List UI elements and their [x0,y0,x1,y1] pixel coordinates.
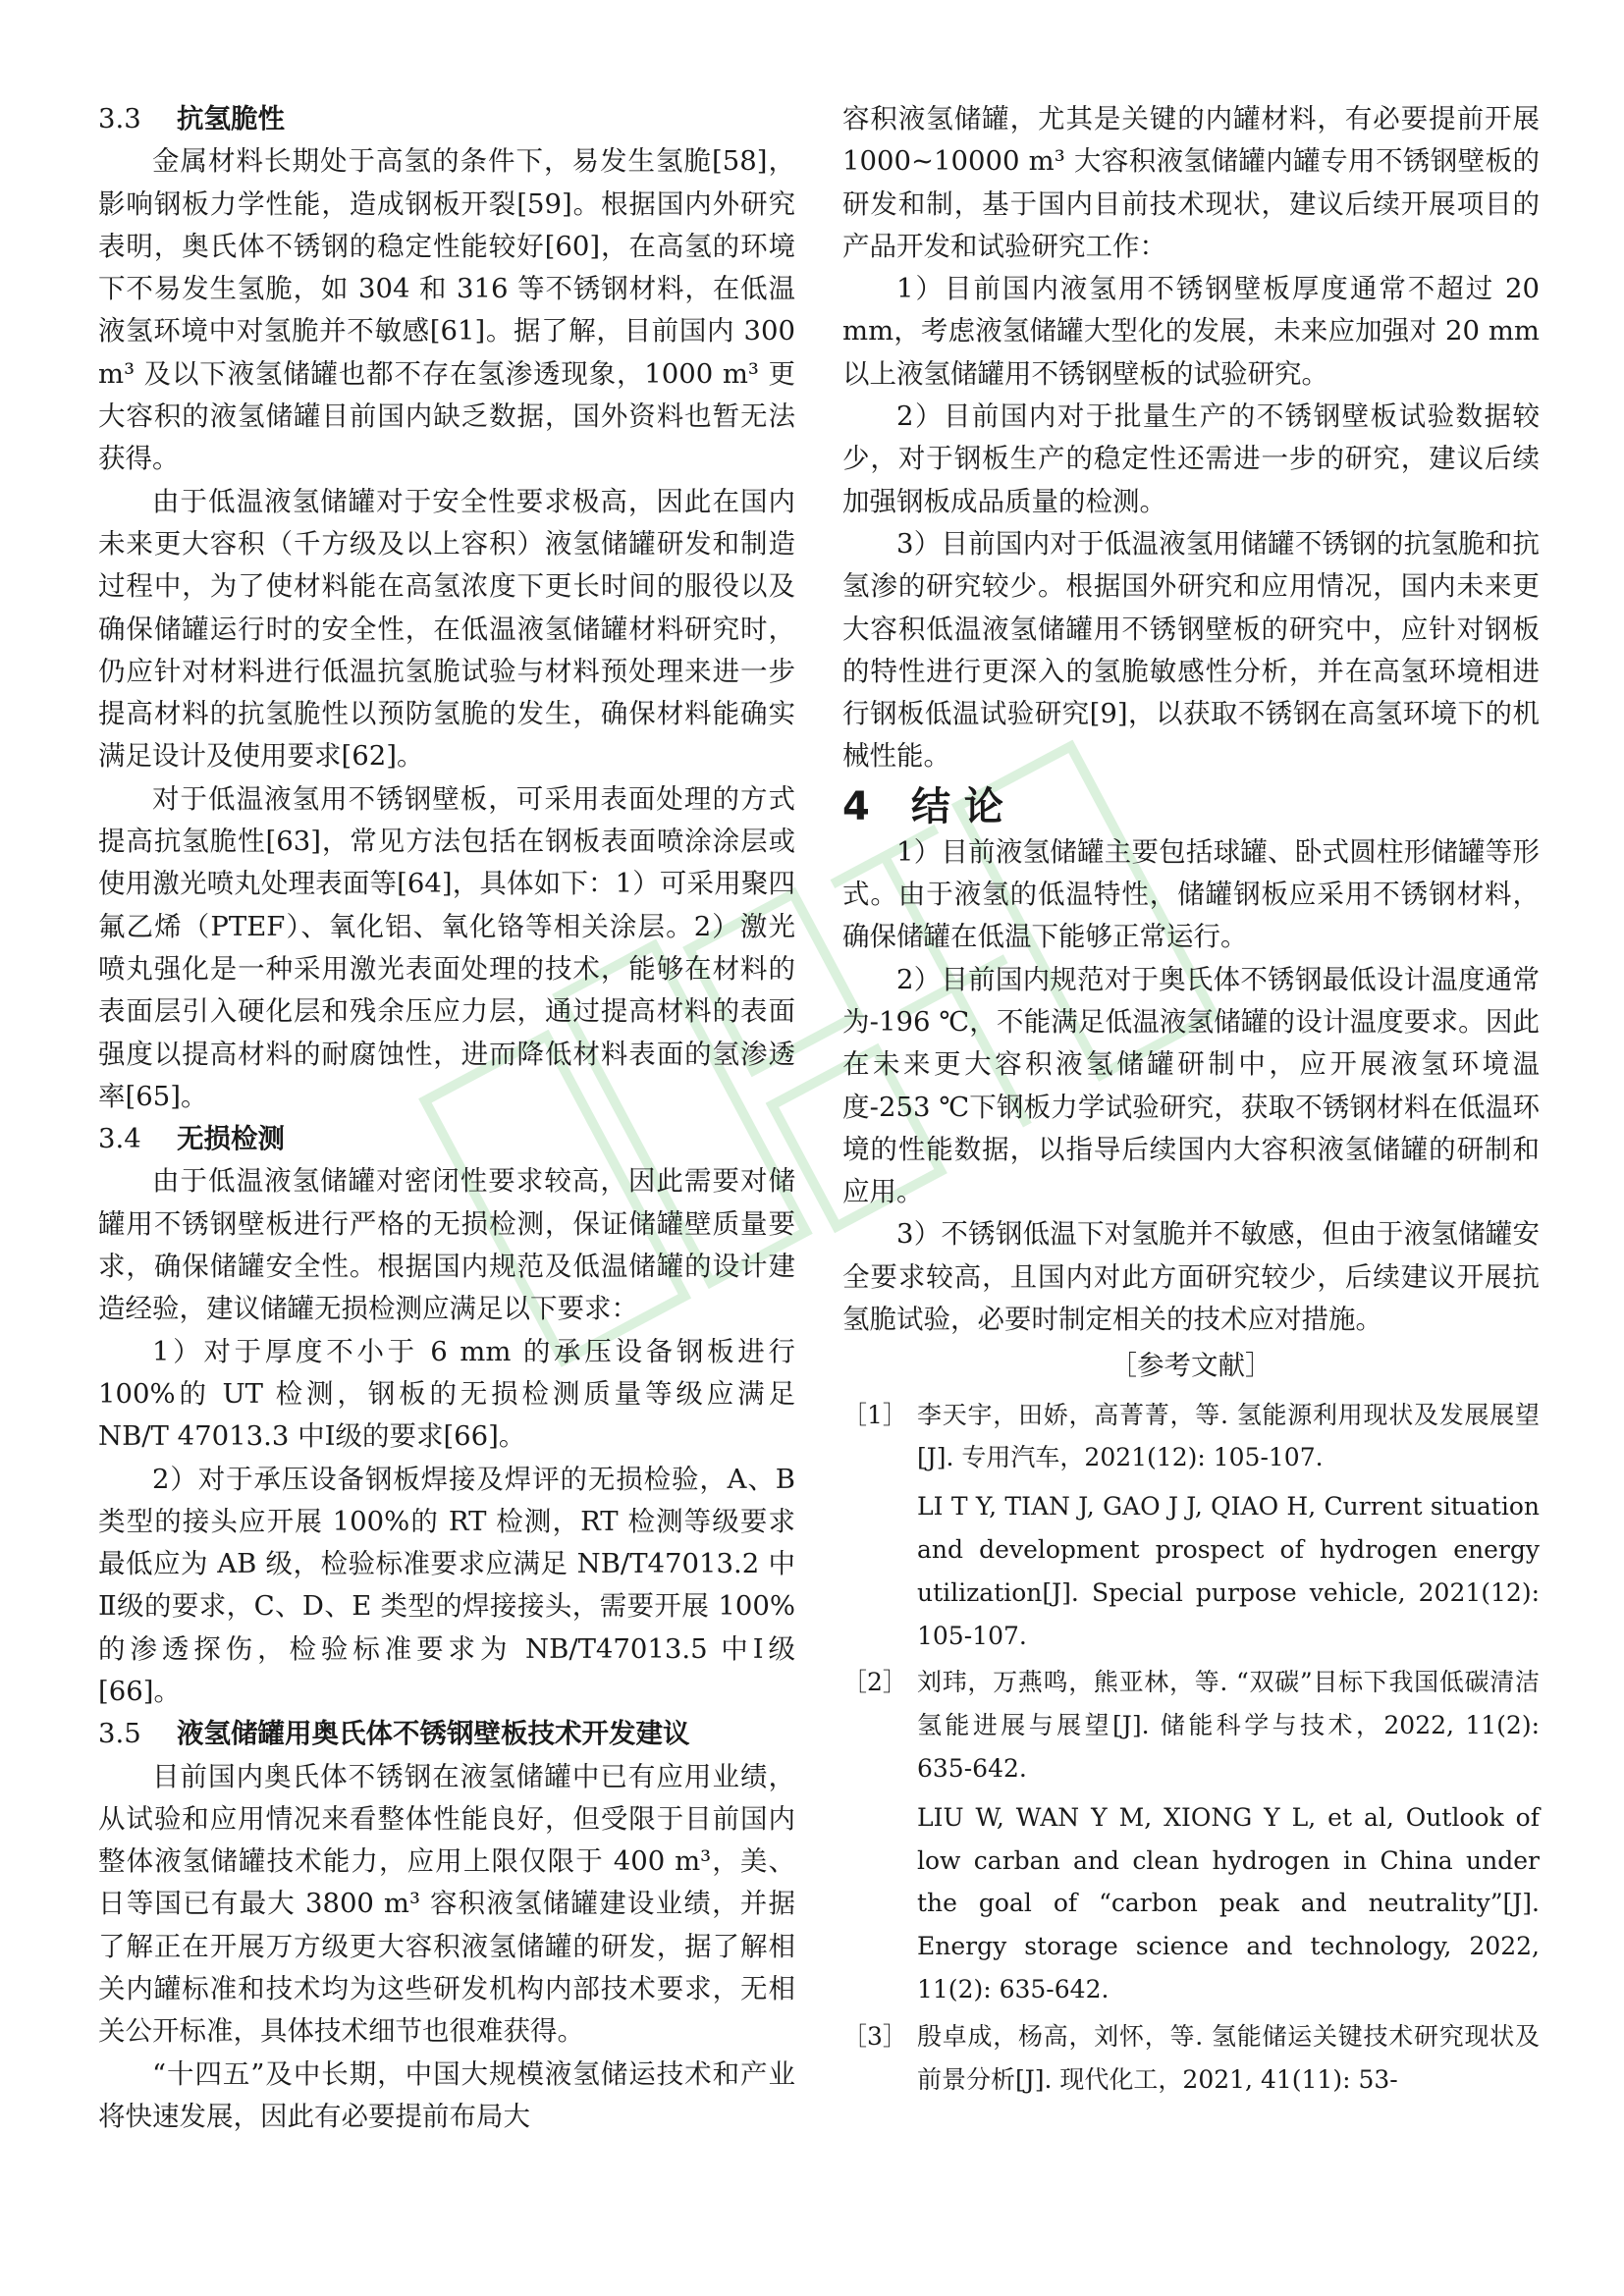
reference-number: ［2］ [842,1668,907,1697]
section-title: 液氢储罐用奥氏体不锈钢壁板技术开发建议 [177,1718,690,1750]
paragraph: 目前国内奥氏体不锈钢在液氢储罐中已有应用业绩，从试验和应用情况来看整体性能良好，但受限于目前国内整体液氢储罐技术能力，应用上限仅限于 400 m³，美、日等国已有最大 3800 m³ 容积液氢储罐建设业绩，并据了解正在开展万方级更大容积液氢储罐的研发，据了解相关内罐标准和技术均为这些研发机构内部技术要求，无相关公开标准，具体技术细节也很难获得。 [98,1760,795,2048]
section-3-5-heading [98,1713,795,1755]
section-number: 3.5 [98,1718,141,1750]
paragraph: 1）对于厚度不小于 6 mm 的承压设备钢板进行 100%的 UT 检测，钢板的无损检测质量等级应满足 NB/T 47013.3 中Ⅰ级的要求[66]。 [98,1335,795,1453]
paragraph: 2）对于承压设备钢板焊接及焊评的无损检验，A、B 类型的接头应开展 100%的 RT 检测，RT 检测等级要求最低应为 AB 级，检验标准要求应满足 NB/T47013.2 中Ⅱ级的要求，C、D、E 类型的焊接接头，需要开展 100%的渗透探伤，检验标准要求为 NB/T47013.5 中Ⅰ级[66]。 [98,1463,795,1707]
section-number: 4 [842,783,870,829]
reference-text-cn: 殷卓成，杨高，刘怀，等. 氢能储运关键技术研究现状及前景分析[J]. 现代化工，2021, 41(11): 53- [917,2021,1540,2094]
paragraph: 1）目前液氢储罐主要包括球罐、卧式圆柱形储罐等形式。由于液氢的低温特性，储罐钢板应采用不锈钢材料，确保储罐在低温下能够正常运行。 [842,835,1540,953]
section-number: 3.4 [98,1123,141,1155]
paragraph: 2）目前国内对于批量生产的不锈钢壁板试验数据较少，对于钢板生产的稳定性还需进一步的研究，建议后续加强钢板成品质量的检测。 [842,400,1540,517]
paragraph: 对于低温液氢用不锈钢壁板，可采用表面处理的方式提高抗氢脆性[63]，常见方法包括在钢板表面喷涂涂层或使用激光喷丸处理表面等[64]，具体如下：1）可采用聚四氟乙烯（PTEF）、氧化铝、氧化铬等相关涂层。2）激光喷丸强化是一种采用激光表面处理的技术，能够在材料的表面层引入硬化层和残余压应力层，通过提高材料的表面强度以提高材料的耐腐蚀性，进而降低材料表面的氢渗透率[65]。 [98,782,795,1112]
section-4-heading [842,782,1540,831]
paragraph: 由于低温液氢储罐对密闭性要求较高，因此需要对储罐用不锈钢壁板进行严格的无损检测，保证储罐壁质量要求，确保储罐安全性。根据国内规范及低温储罐的设计建造经验，建议储罐无损检测应满足以下要求： [98,1165,795,1325]
paragraph: 3）目前国内对于低温液氢用储罐不锈钢的抗氢脆和抗氢渗的研究较少。根据国外研究和应用情况，国内未来更大容积低温液氢储罐用不锈钢壁板的研究中，应针对钢板的特性进行更深入的氢脆敏感性分析，并在高氢环境相进行钢板低温试验研究[9]，以获取不锈钢在高氢环境下的机械性能。 [842,527,1540,773]
reference-number: ［1］ [842,1400,907,1429]
reference-text-cn: 李天宇，田娇，高菁菁，等. 氢能源利用现状及发展展望[J]. 专用汽车，2021(12): 105-107. [917,1400,1540,1472]
reference-item [842,1394,1540,1658]
reference-item [842,2015,1540,2102]
reference-text-en: LI T Y, TIAN J, GAO J J, QIAO H, Current situation and development prospect of hydrogen energy utilization[J]. Special purpose vehicle, 2021(12): 105-107. [917,1492,1540,1650]
section-title: 抗氢脆性 [177,103,285,134]
reference-text-cn: 刘玮，万燕鸣，熊亚林，等. “双碳”目标下我国低碳清洁氢能进展与展望[J]. 储能科学与技术，2022, 11(2): 635-642. [917,1668,1540,1783]
section-3-4-heading [98,1118,795,1160]
paragraph: 3）不锈钢低温下对氢脆并不敏感，但由于液氢储罐安全要求较高，且国内对此方面研究较少，后续建议开展抗氢脆试验，必要时制定相关的技术应对措施。 [842,1218,1540,1336]
section-number: 3.3 [98,103,141,134]
section-title: 结 论 [911,783,1003,829]
paragraph: 由于低温液氢储罐对于安全性要求极高，因此在国内未来更大容积（千方级及以上容积）液氢储罐研发和制造过程中，为了使材料能在高氢浓度下更长时间的服役以及确保储罐运行时的安全性，在低温液氢储罐材料研究时，仍应针对材料进行低温抗氢脆试验与材料预处理来进一步提高材料的抗氢脆性以预防氢脆的发生，确保材料能确实满足设计及使用要求[62]。 [98,485,795,773]
paragraph: 1）目前国内液氢用不锈钢壁板厚度通常不超过 20 mm，考虑液氢储罐大型化的发展，未来应加强对 20 mm 以上液氢储罐用不锈钢壁板的试验研究。 [842,273,1540,390]
section-title: 无损检测 [177,1123,285,1155]
paragraph: “十四五”及中长期，中国大规模液氢储运技术和产业将快速发展，因此有必要提前布局大 [98,2057,795,2132]
paragraph: 金属材料长期处于高氢的条件下，易发生氢脆[58]，影响钢板力学性能，造成钢板开裂[59]。根据国内外研究表明，奥氏体不锈钢的稳定性能较好[60]，在高氢的环境下不易发生氢脆，如 304 和 316 等不锈钢材料，在低温液氢环境中对氢脆并不敏感[61]。据了解，目前国内 300 m³ 及以下液氢储罐也都不存在氢渗透现象，1000 m³ 更大容积的液氢储罐目前国内缺乏数据，国外资料也暂无法获得。 [98,145,795,475]
left-column [98,98,795,2138]
section-3-3-heading [98,98,795,140]
right-column [842,98,1540,2101]
reference-text-en: LIU W, WAN Y M, XIONG Y L, et al, Outlook of low carban and clean hydrogen in China under the goal of “carbon peak and neutrality”[J]. Energy storage science and technology, 2022, 11(2): 635-642. [917,1802,1540,2003]
paragraph-continued: 容积液氢储罐，尤其是关键的内罐材料，有必要提前开展 1000~10000 m³ 大容积液氢储罐内罐专用不锈钢壁板的研发和制，基于国内目前技术现状，建议后续开展项目的产品开发和试验研究工作： [842,103,1540,262]
reference-number: ［3］ [842,2021,907,2051]
paragraph: 2）目前国内规范对于奥氏体不锈钢最低设计温度通常为-196 ℃，不能满足低温液氢储罐的设计温度要求。因此在未来更大容积液氢储罐研制中，应开展液氢环境温度-253 ℃下钢板力学试验研究，获取不锈钢材料在低温环境的性能数据，以指导后续国内大容积液氢储罐的研制和应用。 [842,963,1540,1208]
reference-item [842,1661,1540,2010]
references-heading: ［参考文献］ [1110,1350,1272,1382]
